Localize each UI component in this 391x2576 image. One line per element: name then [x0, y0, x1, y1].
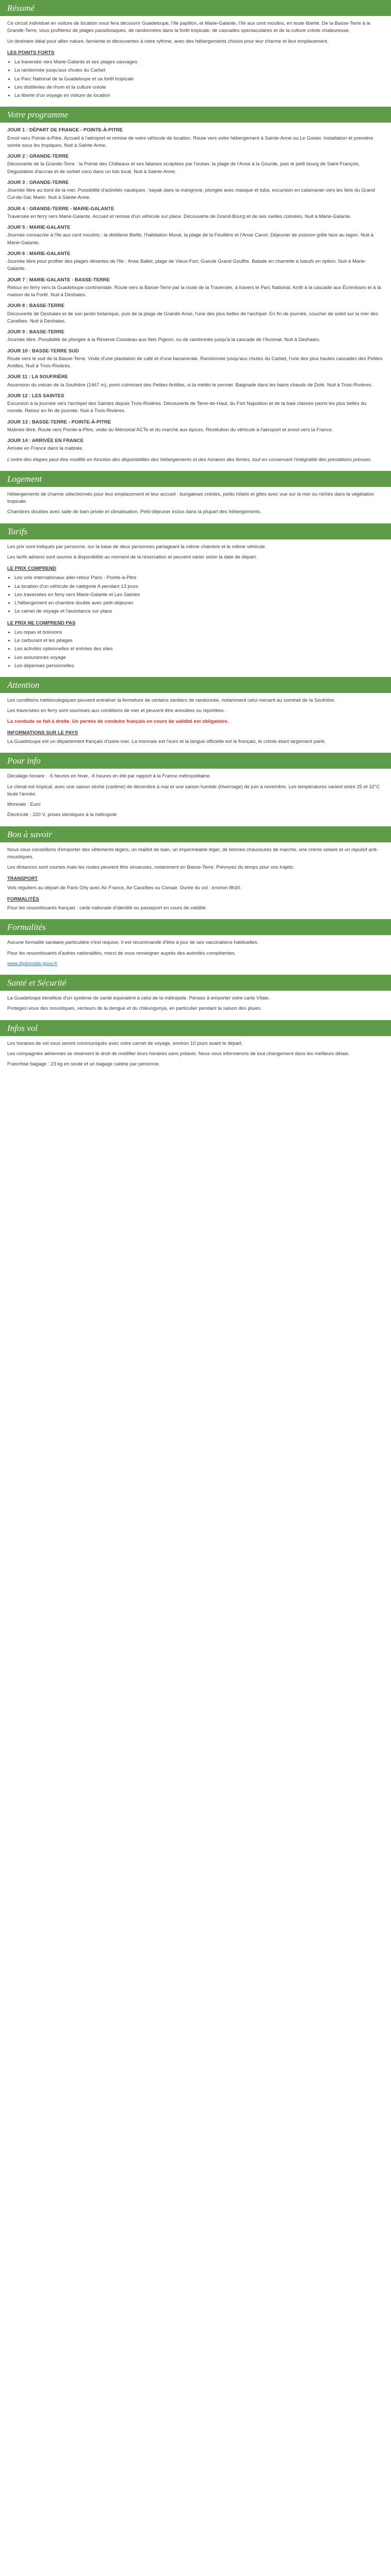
day-text: Journée libre. Possibilité de plongée à la Réserve Cousteau aux îlets Pigeon, ou de randonnée jusqu'à la cascade de l'Acomat. Nuit à Deshaies.	[7, 337, 320, 343]
day-title: JOUR 11 : LA SOUFRIÈRE	[7, 374, 68, 380]
day-item	[7, 393, 384, 415]
day-item	[7, 419, 384, 434]
section-header-sante: Santé et Sécurité	[0, 975, 391, 991]
day-title: JOUR 13 : BASSE-TERRE - POINTE-À-PITRE	[7, 419, 111, 425]
section-logement	[0, 491, 391, 516]
day-title: JOUR 3 : GRANDE-TERRE	[7, 179, 69, 185]
day-text: Découverte de Deshaies et de son jardin botanique, puis de la plage de Grande Anse, l'une des plus belles de l'archipel. En fin de journée, coucher de soleil sur la mer des Caraïbes. Nuit à Deshaies.	[7, 311, 379, 324]
day-text: Journée consacrée à l'île aux cent moulins : la distillerie Bielle, l'habitation Murat, la plage de la Feuillère et l'Anse Canot. Déjeuner de poisson grillé face au lagon. Nuit à Marie-Galante.	[7, 232, 373, 246]
formalites-paragraph: Aucune formalité sanitaire particulière n'est requise. Il est recommandé d'être à jour de ses vaccinations habituelles.	[7, 940, 259, 946]
day-title: JOUR 12 : LES SAINTES	[7, 393, 64, 399]
sante-paragraph: Protégez-vous des moustiques, vecteurs de la dengue et du chikungunya, en particulier pendant la saison des pluies.	[7, 1006, 262, 1012]
included-item: • La location d'un véhicule de catégorie A pendant 13 jours	[14, 583, 384, 590]
programme-note: L'ordre des étapes peut être modifié en fonction des disponibilités des hébergements et des horaires des ferries, tout en conservant l'intégralité des prestations prévues.	[7, 456, 372, 463]
section-resume	[0, 20, 391, 99]
day-title: JOUR 5 : MARIE-GALANTE	[7, 225, 71, 230]
day-title: JOUR 14 : ARRIVÉE EN FRANCE	[7, 438, 84, 444]
country-info: La Guadeloupe est un département français d'outre-mer. La monnaie est l'euro et la langue officielle est le français, le créole étant largement parlé.	[7, 739, 326, 744]
section-bon-savoir	[0, 846, 391, 912]
baggage-text: Franchise bagage : 23 kg en soute et un bagage cabine par personne.	[7, 1061, 160, 1067]
day-title: JOUR 7 : MARIE-GALANTE - BASSE-TERRE	[7, 277, 110, 283]
excluded-list	[7, 629, 384, 670]
tarifs-paragraph: Les prix sont indiqués par personne, sur la base de deux personnes partageant la même chambre et le même véhicule.	[7, 544, 267, 550]
transport-label: TRANSPORT	[7, 876, 38, 882]
day-item	[7, 437, 384, 453]
day-text: Ascension du volcan de la Soufrière (1467 m), point culminant des Petites Antilles, si la météo le permet. Baignade dans les bains chauds de Dolé. Nuit à Trois-Rivières.	[7, 382, 373, 388]
tarifs-paragraph: Les tarifs aériens sont soumis à disponibilité au moment de la réservation et peuvent varier selon la date de départ.	[7, 554, 257, 560]
day-item	[7, 153, 384, 176]
page	[0, 0, 391, 1071]
highlight-item: • Le Parc National de la Guadeloupe et sa forêt tropicale	[14, 76, 384, 83]
bon-savoir-paragraph: Nous vous conseillons d'emporter des vêtements légers, un maillot de bain, un imperméable léger, de bonnes chaussures de marche, une crème solaire et un répulsif anti-moustiques.	[7, 846, 378, 860]
section-tarifs	[0, 544, 391, 670]
day-item	[7, 206, 384, 221]
highlight-item: • La liberté d'un voyage en voiture de location	[14, 92, 384, 99]
day-item	[7, 127, 384, 149]
included-label: LE PRIX COMPREND	[7, 566, 57, 571]
day-title: JOUR 8 : BASSE-TERRE	[7, 303, 64, 309]
attention-paragraph: Les conditions météorologiques peuvent entraîner la fermeture de certains sentiers de randonnée, notamment celui menant au sommet de la Soufrière.	[7, 698, 336, 703]
country-info-label: INFORMATIONS SUR LE PAYS	[7, 730, 78, 736]
currency-text: Monnaie : Euro	[7, 802, 41, 807]
section-header-logement: Logement	[0, 471, 391, 487]
day-item	[7, 374, 384, 389]
attention-paragraph: Les traversées en ferry sont soumises aux conditions de mer et peuvent être annulées ou reportées.	[7, 708, 225, 714]
day-item	[7, 348, 384, 370]
highlights-list	[7, 59, 384, 99]
included-item: • L'hébergement en chambre double avec petit-déjeuner	[14, 600, 384, 607]
section-header-tarifs: Tarifs	[0, 523, 391, 539]
section-attention	[0, 697, 391, 745]
day-item	[7, 329, 384, 344]
excluded-item: • Les activités optionnelles et entrées des sites	[14, 646, 384, 653]
day-text: Arrivée en France dans la matinée.	[7, 446, 84, 452]
infos-paragraph: Les compagnies aériennes se réservent le droit de modifier leurs horaires sans préavis. Nous vous informerons de tout changement dans les meilleurs délais.	[7, 1050, 350, 1057]
day-title: JOUR 2 : GRANDE-TERRE	[7, 154, 69, 159]
section-header-attention: Attention	[0, 677, 391, 693]
included-list	[7, 574, 384, 615]
documents-text: Pour les ressortissants français : carte nationale d'identité ou passeport en cours de validité.	[7, 905, 207, 911]
day-text: Traversée en ferry vers Marie-Galante. Accueil et remise d'un véhicule sur place. Découverte de Grand-Bourg et de ses ruelles colorées. Nuit à Marie-Galante.	[7, 213, 352, 219]
section-sante	[0, 995, 391, 1013]
day-item	[7, 179, 384, 202]
day-item	[7, 250, 384, 273]
diplomatie-link[interactable]: www.diplomatie.gouv.fr	[7, 960, 57, 967]
resume-paragraph: Un itinéraire idéal pour allier nature, farniente et découvertes à votre rythme, avec des hébergements choisis pour leur charme et leur emplacement.	[7, 38, 329, 44]
day-text: Excursion à la journée vers l'archipel des Saintes depuis Trois-Rivières. Découverte de Terre-de-Haut, du Fort Napoléon et de la baie classée parmi les plus belles du monde. Retour en fin de journée. Nuit à Trois-Rivières.	[7, 401, 367, 414]
section-header-resume: Résumé	[0, 0, 391, 16]
formalites-paragraph: Pour les ressortissants d'autres nationalités, merci de vous renseigner auprès des autorités compétentes.	[7, 950, 236, 956]
documents-label: FORMALITÉS	[7, 896, 39, 902]
section-header-bon-savoir: Bon à savoir	[0, 826, 391, 842]
included-item: • Les vols internationaux aller-retour Paris - Pointe-à-Pitre	[14, 574, 384, 582]
excluded-label: LE PRIX NE COMPREND PAS	[7, 620, 76, 626]
included-item: • Le carnet de voyage et l'assistance sur place	[14, 608, 384, 615]
excluded-item: • Les assurances voyage	[14, 654, 384, 662]
section-header-formalites: Formalités	[0, 919, 391, 935]
section-header-infos-vol: Infos vol	[0, 1020, 391, 1036]
day-text: Retour en ferry vers la Guadeloupe continentale. Route vers la Basse-Terre par la route de la Traversée, à travers le Parc National. Arrêt à la cascade aux Écrevisses et à la maison de la Forêt. Nuit à Deshaies.	[7, 284, 381, 298]
infos-paragraph: Les horaires de vol vous seront communiqués avec votre carnet de voyage, environ 10 jours avant le départ.	[7, 1040, 243, 1046]
day-item	[7, 224, 384, 247]
logement-paragraph: Hébergements de charme sélectionnés pour leur emplacement et leur accueil : bungalows créoles, petits hôtels et gîtes avec vue sur la mer ou nichés dans la végétation tropicale.	[7, 491, 374, 504]
day-title: JOUR 10 : BASSE-TERRE SUD	[7, 348, 79, 354]
day-title: JOUR 6 : MARIE-GALANTE	[7, 250, 71, 257]
section-header-programme: Votre programme	[0, 107, 391, 123]
highlight-item: • La randonnée jusqu'aux chutes du Carbet	[14, 67, 384, 74]
day-text: Journée libre pour profiter des plages désertes de l'île : Anse Ballet, plage de Vieux-Fort, Gueule Grand Gouffre. Balade en charrette à bœufs en option. Nuit à Marie-Galante.	[7, 259, 366, 272]
transport-text: Vols réguliers au départ de Paris Orly avec Air France, Air Caraïbes ou Corsair. Durée du vol : environ 8h30.	[7, 885, 242, 891]
day-title: JOUR 4 : GRANDE-TERRE - MARIE-GALANTE	[7, 206, 115, 212]
bon-savoir-paragraph: Les distances sont courtes mais les routes peuvent être sinueuses, notamment en Basse-Terre. Prévoyez du temps pour vos trajets.	[7, 865, 295, 870]
highlight-item: • La traversée vers Marie-Galante et ses plages sauvages	[14, 59, 384, 66]
day-title: JOUR 9 : BASSE-TERRE	[7, 329, 64, 335]
electricity-text: Électricité : 220 V, prises identiques à la métropole	[7, 812, 117, 818]
day-title: JOUR 1 : DÉPART DE FRANCE - POINTE-À-PITRE	[7, 127, 123, 133]
included-item: • Les traversées en ferry vers Marie-Galante et Les Saintes	[14, 591, 384, 599]
resume-paragraph: Ce circuit individuel en voiture de location vous fera découvrir Guadeloupe, l'île papillon, et Marie-Galante, l'île aux cent moulins, en toute liberté. De la Basse-Terre à la Grande-Terre, vous profiterez de plages paradisiaques, de randonnées dans la forêt tropicale, de cascades spectaculaires et de la culture créole chaleureuse.	[7, 21, 370, 34]
excluded-item: • Les repas et boissons	[14, 629, 384, 636]
excluded-item: • Le carburant et les péages	[14, 637, 384, 645]
info-paragraph: Décalage horaire : -5 heures en hiver, -6 heures en été par rapport à la France métropolitaine.	[7, 773, 211, 779]
logement-paragraph: Chambres doubles avec salle de bain privée et climatisation. Petit-déjeuner inclus dans la plupart des hébergements.	[7, 509, 262, 515]
section-infos-vol	[0, 1040, 391, 1069]
excluded-item: • Les dépenses personnelles	[14, 663, 384, 670]
day-text: Matinée libre. Route vers Pointe-à-Pitre, visite du Mémorial ACTe et du marché aux épices. Restitution du véhicule à l'aéroport et envol vers la France.	[7, 427, 333, 433]
day-text: Envol vers Pointe-à-Pitre. Accueil à l'aéroport et remise de votre véhicule de location. Route vers votre hébergement à Sainte-Anne ou Le Gosier. Installation et première soirée sous les tropiques. Nuit à Sainte-Anne.	[7, 135, 373, 148]
highlights-label: LES POINTS FORTS	[7, 49, 55, 56]
day-item	[7, 302, 384, 325]
section-pour-info	[0, 773, 391, 819]
section-formalites	[0, 939, 391, 968]
day-item	[7, 277, 384, 299]
info-paragraph: Le climat est tropical, avec une saison sèche (carême) de décembre à mai et une saison humide (hivernage) de juin à novembre. Les températures varient entre 25 et 32°C toute l'année.	[7, 784, 380, 797]
day-text: Journée libre au bord de la mer. Possibilité d'activités nautiques : kayak dans la mangrove, plongée avec masque et tuba, excursion en catamaran vers les îlets du Grand Cul-de-Sac Marin. Nuit à Sainte-Anne.	[7, 188, 375, 201]
day-text: Route vers le sud de la Basse-Terre. Visite d'une plantation de café et d'une bananeraie. Randonnée jusqu'aux chutes du Carbet, l'une des plus hautes cascades des Petites Antilles. Nuit à Trois-Rivières.	[7, 355, 383, 369]
attention-warning: La conduite se fait à droite. Un permis de conduire français en cours de validité est obligatoire.	[7, 718, 229, 724]
sante-paragraph: La Guadeloupe bénéficie d'un système de santé équivalent à celui de la métropole. Pensez à emporter votre carte Vitale.	[7, 995, 270, 1001]
section-header-pour-info: Pour info	[0, 753, 391, 769]
highlight-item: • Les distilleries de rhum et la culture créole	[14, 84, 384, 91]
section-programme	[0, 127, 391, 464]
day-text: Découverte de la Grande-Terre : la Pointe des Châteaux et ses falaises sculptées par l'océan, la plage de l'Anse à la Gourde, puis le petit bourg de Saint-François. Dégustation d'accras et de sorbet coco dans un lolo local. Nuit à Sainte-Anne.	[7, 161, 360, 175]
